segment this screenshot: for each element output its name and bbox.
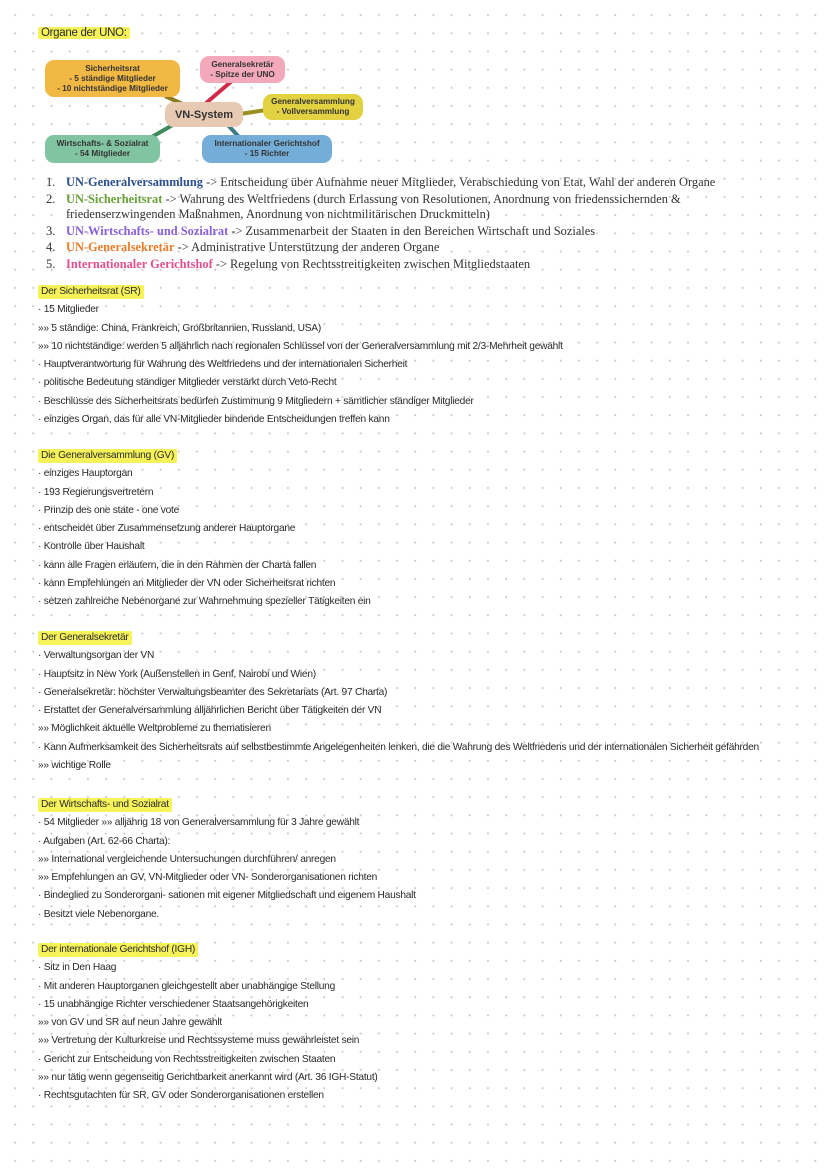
organ-description: -> Administrative Unterstützung der anderen Organe (174, 240, 440, 255)
notes-section (38, 283, 818, 429)
node-line: Sicherheitsrat (85, 63, 140, 73)
list-item (46, 175, 786, 191)
organ-functions-list (46, 175, 786, 274)
node-line: Wirtschafts- & Sozialrat (56, 139, 149, 148)
note-line: · politische Bedeutung ständiger Mitglieder verstärkt durch Veto-Recht (38, 377, 337, 389)
section-heading: Der internationale Gerichtshof (IGH) (38, 943, 198, 957)
node-line: - 15 Richter (244, 149, 290, 158)
organ-term: UN-Generalsekretär (66, 240, 175, 255)
section-heading: Der Generalsekretär (38, 631, 132, 645)
node-line: - Spitze der UNO (210, 69, 275, 79)
note-line: · kann Empfehlungen an Mitglieder der VN oder Sicherheitsrat richten (38, 577, 336, 589)
node-line: Generalversammlung (271, 97, 355, 106)
item-number: 5. (46, 256, 56, 271)
note-line: · einziges Organ, das für alle VN-Mitglieder bindende Entscheidungen treffen kann (38, 413, 390, 425)
note-line: · 15 unabhängige Richter verschiedener Staatsangehörigkeiten (38, 998, 309, 1010)
list-item (46, 240, 786, 256)
item-number: 1. (46, 175, 56, 189)
node-gerichtshof (202, 135, 332, 163)
note-line: · Kann Aufmerksamkeit des Sicherheitsrats auf selbstbestimmte Angelegenheiten lenken, die die Wahrung des Weltfriedens und der internationalen Sicherheit gefährden (38, 741, 759, 753)
note-line: · 54 Mitglieder »» alljährig 18 von Generalversammlung für 3 Jahre gewählt (38, 817, 360, 829)
note-line: · Verwaltungsorgan der VN (38, 650, 155, 662)
item-body (66, 192, 786, 223)
notes-section (38, 796, 818, 924)
note-line: · Hauptsitz in New York (Außenstellen in Genf, Nairobi und Wien) (38, 668, 316, 680)
node-line: Generalsekretär (211, 59, 274, 69)
note-line: · Aufgaben (Art. 62-66 Charta): (38, 835, 171, 847)
un-organs-diagram (0, 0, 400, 175)
note-line: · Hauptverantwortung für Wahrung des Weltfriedens und der internationalen Sicherheit (38, 359, 408, 370)
note-line: »» Empfehlungen an GV, VN-Mitglieder oder VN- Sonderorganisationen richten (38, 872, 378, 883)
notes-section (38, 941, 818, 1105)
note-line: »» 10 nichtständige: werden 5 alljährlich nach regionalen Schlüssel von der Generalversammlung mit 2/3-Mehrheit gewählt (38, 340, 563, 352)
note-line: · Mit anderen Hauptorganen gleichgestellt aber unabhängige Stellung (38, 980, 336, 992)
organ-description: -> Zusammenarbeit der Staaten in den Bereichen Wirtschaft und Soziales (228, 223, 596, 238)
note-line: · Erstattet der Generalversammlung alljährlichen Bericht über Tätigkeiten der VN (38, 705, 382, 716)
node-wirtschafts-sozialrat (45, 135, 160, 163)
note-line: »» 5 ständige: China, Frankreich, Großbritannien, Russland, USA) (38, 322, 321, 334)
item-body (66, 240, 439, 256)
organ-description: -> Regelung von Rechtsstreitigkeiten zwischen Mitgliedstaaten (212, 256, 531, 271)
node-line: - 10 nichtständige Mitglieder (57, 83, 168, 93)
note-line: · kann alle Fragen erläutern, die in den Rahmen der Charta fallen (38, 559, 317, 571)
item-number: 4. (46, 240, 56, 255)
note-line: »» Vertretung der Kulturkreise und Rechtssysteme muss gewährleistet sein (38, 1035, 360, 1047)
node-vn-system: VN-System (165, 102, 243, 127)
note-line: · Rechtsgutachten für SR, GV oder Sonderorganisationen erstellen (38, 1090, 324, 1101)
node-generalversammlung (263, 94, 363, 120)
note-line: · 15 Mitglieder (38, 304, 99, 316)
note-line: · Besitzt viele Nebenorgane. (38, 908, 159, 920)
note-line: · Kontrolle über Haushalt (38, 541, 145, 553)
section-heading: Der Wirtschafts- und Sozialrat (38, 798, 172, 812)
organ-description: -> Wahrung des Weltfriedens (durch Erlassung von Resolutionen, Anordnung von friedenssichernden & friedenserzwingenden Maßnahmen, Anordnung von nichtmilitärischen Druckmitteln) (66, 191, 681, 222)
node-line: - 5 ständige Mitglieder (69, 73, 156, 83)
notes-section (38, 629, 818, 775)
section-heading: Die Generalversammlung (GV) (38, 449, 177, 463)
note-line: · Beschlüsse des Sicherheitsrats bedürfen Zustimmung 9 Mitgliedern + sämtlicher ständiger Mitglieder (38, 395, 474, 407)
note-line: »» Möglichkeit aktuelle Weltprobleme zu thematisieren (38, 723, 271, 735)
note-line: »» von GV und SR auf neun Jahre gewählt (38, 1017, 222, 1028)
node-sicherheitsrat (45, 60, 180, 97)
node-line: - Vollversammlung (276, 107, 350, 116)
list-item (46, 224, 786, 240)
node-line: - 54 Mitglieder (74, 149, 131, 158)
connector-gs (205, 80, 233, 104)
item-body (66, 257, 530, 273)
item-number: 2. (46, 191, 56, 206)
note-line: · Bindeglied zu Sonderorgani- sationen mit eigener Mitgliedschaft und eigenem Haushalt (38, 890, 416, 902)
node-generalsekretaer (200, 56, 285, 83)
note-line: · setzen zahlreiche Nebenorgane zur Wahrnehmung spezieller Tätigkeiten ein (38, 596, 371, 607)
note-line: · Generalsekretär: höchster Verwaltungsbeamter des Sekretariats (Art. 97 Charta) (38, 686, 388, 698)
note-line: · 193 Regierungsvertretern (38, 486, 154, 498)
note-line: · entscheidet über Zusammensetzung anderer Hauptorgane (38, 523, 296, 534)
organ-description: -> Entscheidung über Aufnahme neuer Mitglieder, Verabschiedung von Etat, Wahl der anderen Organe (202, 175, 716, 189)
note-line: · Prinzip des one state - one vote (38, 504, 179, 516)
organ-term: UN-Sicherheitsrat (66, 191, 163, 206)
note-line: · Gericht zur Entscheidung von Rechtsstreitigkeiten zwischen Staaten (38, 1053, 336, 1065)
page-title: Organe der UNO: (38, 27, 130, 39)
organ-term: UN-Wirtschafts- und Sozialrat (66, 223, 229, 238)
item-body (66, 224, 595, 240)
note-line: · einziges Hauptorgan (38, 468, 133, 480)
node-line: Internationaler Gerichtshof (214, 139, 320, 148)
list-item (46, 192, 786, 223)
organ-term: Internationaler Gerichtshof (66, 256, 213, 271)
note-line: »» nur tätig wenn gegenseitig Gerichtbarkeit anerkannt wird (Art. 36 IGH-Statut) (38, 1071, 378, 1083)
note-line: »» wichtige Rolle (38, 759, 111, 771)
note-line: · Sitz in Den Haag (38, 962, 117, 974)
notes-section (38, 447, 818, 611)
item-body (66, 175, 715, 191)
section-heading: Der Sicherheitsrat (SR) (38, 285, 144, 299)
list-item (46, 257, 786, 273)
organ-term: UN-Generalversammlung (66, 175, 203, 189)
note-line: »» International vergleichende Untersuchungen durchführen/ anregen (38, 853, 336, 865)
item-number: 3. (46, 223, 56, 238)
